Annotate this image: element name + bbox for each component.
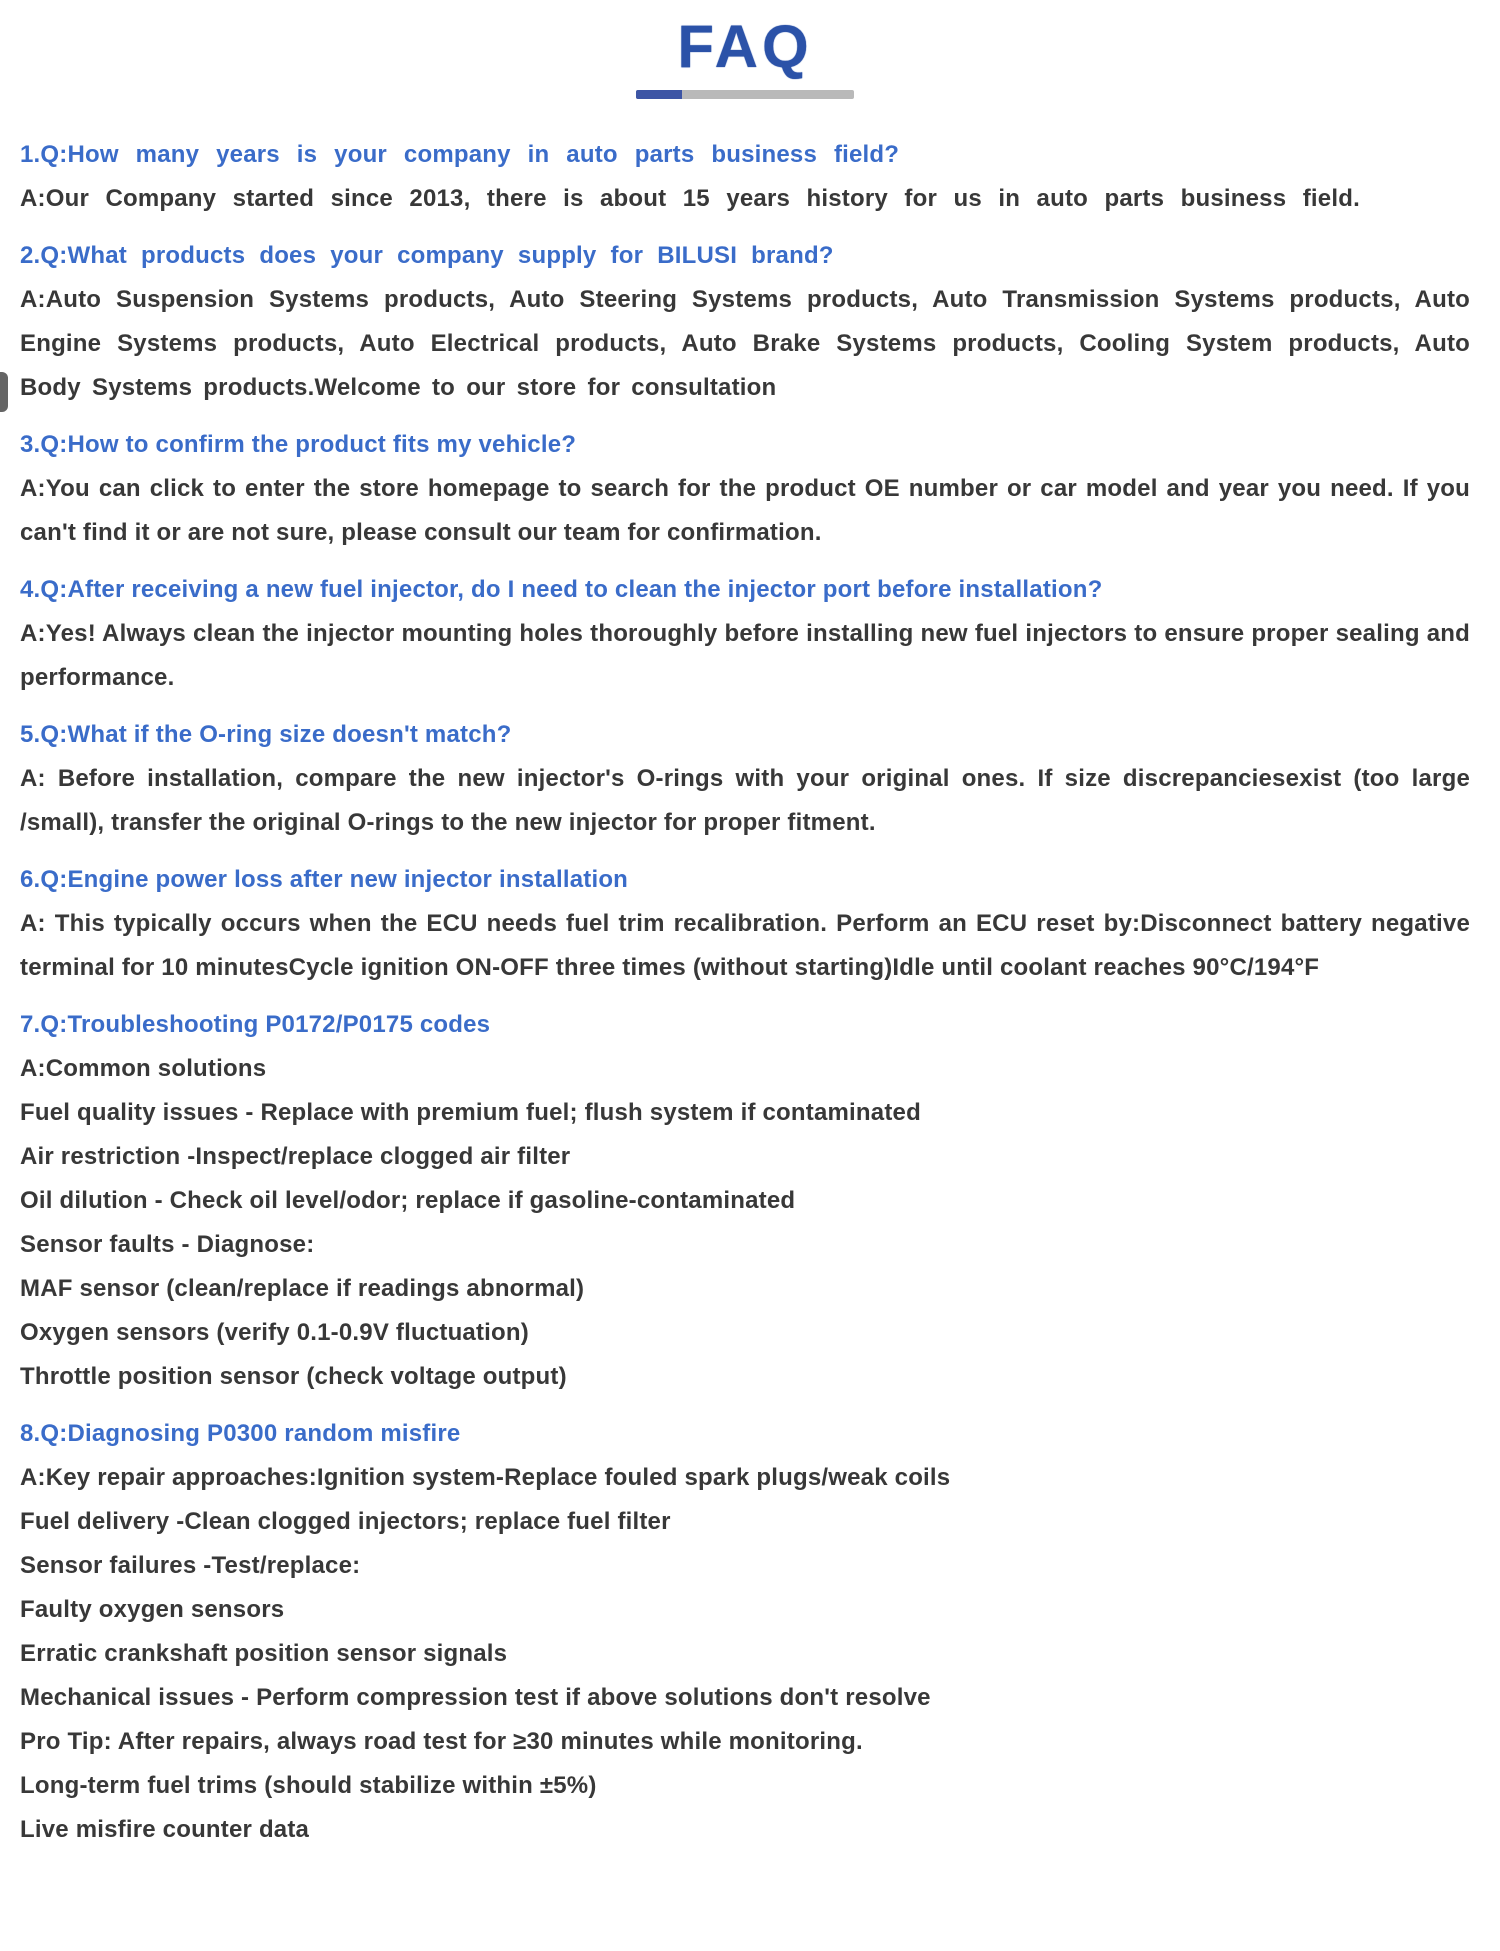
answer-paragraph: Fuel quality issues - Replace with premium fuel; flush system if contaminated	[20, 1099, 921, 1126]
answer-paragraph: Pro Tip: After repairs, always road test for ≥30 minutes while monitoring.	[20, 1728, 863, 1755]
faq-question: 4.Q:After receiving a new fuel injector, do I need to clean the injector port before installation?	[20, 576, 1103, 603]
answer-paragraph: Oil dilution - Check oil level/odor; replace if gasoline-contaminated	[20, 1187, 796, 1214]
faq-item	[20, 133, 1470, 221]
faq-item	[20, 423, 1470, 555]
faq-item	[20, 1412, 1470, 1852]
title-divider	[636, 90, 854, 99]
answer-paragraph: Sensor faults - Diagnose:	[20, 1231, 315, 1258]
faq-question: 5.Q:What if the O-ring size doesn't match?	[20, 721, 512, 748]
faq-list	[20, 133, 1470, 1852]
faq-answer	[20, 278, 1470, 410]
faq-question: 1.Q:How many years is your company in auto parts business field?	[20, 141, 900, 168]
faq-item	[20, 234, 1470, 410]
answer-paragraph: Oxygen sensors (verify 0.1-0.9V fluctuation)	[20, 1319, 529, 1346]
answer-paragraph: Faulty oxygen sensors	[20, 1596, 285, 1623]
page-header	[20, 14, 1470, 99]
answer-paragraph: Air restriction -Inspect/replace clogged air filter	[20, 1143, 571, 1170]
faq-question: 6.Q:Engine power loss after new injector installation	[20, 866, 629, 893]
answer-paragraph: A: This typically occurs when the ECU needs fuel trim recalibration. Perform an ECU reset by:Disconnect battery negative terminal for 10 minutesCycle ignition ON-OFF three times (without starting)Idle until coolant reaches 90°C/194°F	[20, 910, 1470, 981]
answer-paragraph: A:Key repair approaches:Ignition system-Replace fouled spark plugs/weak coils	[20, 1464, 951, 1491]
answer-paragraph: Live misfire counter data	[20, 1816, 310, 1843]
answer-paragraph: A: Before installation, compare the new injector's O-rings with your original ones. If size discrepanciesexist (too large /small), transfer the original O-rings to the new injector for proper fitment.	[20, 765, 1470, 836]
answer-paragraph: A:Auto Suspension Systems products, Auto Steering Systems products, Auto Transmission Systems products, Auto Engine Systems products, Auto Electrical products, Auto Brake Systems products, Cooling System products, Auto Body Systems products.Welcome to our store for consultation	[20, 286, 1470, 401]
faq-item	[20, 858, 1470, 990]
faq-question: 7.Q:Troubleshooting P0172/P0175 codes	[20, 1011, 491, 1038]
faq-item	[20, 713, 1470, 845]
answer-paragraph: Throttle position sensor (check voltage output)	[20, 1363, 567, 1390]
answer-paragraph: MAF sensor (clean/replace if readings abnormal)	[20, 1275, 585, 1302]
faq-question: 3.Q:How to confirm the product fits my vehicle?	[20, 431, 577, 458]
answer-paragraph: A:Yes! Always clean the injector mounting holes thoroughly before installing new fuel injectors to ensure proper sealing and performance.	[20, 620, 1470, 691]
faq-answer	[20, 757, 1470, 845]
faq-answer	[20, 612, 1470, 700]
faq-answer	[20, 177, 1470, 221]
scan-artifact	[0, 372, 8, 412]
answer-paragraph: A:You can click to enter the store homepage to search for the product OE number or car model and year you need. If you can't find it or are not sure, please consult our team for confirmation.	[20, 475, 1470, 546]
faq-question: 8.Q:Diagnosing P0300 random misfire	[20, 1420, 461, 1447]
faq-answer	[20, 467, 1470, 555]
answer-paragraph: A:Our Company started since 2013, there is about 15 years history for us in auto parts business field.	[20, 185, 1360, 212]
faq-answer	[20, 902, 1470, 990]
page-title: FAQ	[677, 13, 813, 80]
answer-paragraph: Long-term fuel trims (should stabilize within ±5%)	[20, 1772, 597, 1799]
faq-question: 2.Q:What products does your company supply for BILUSI brand?	[20, 242, 834, 269]
faq-item	[20, 1003, 1470, 1399]
answer-paragraph: Mechanical issues - Perform compression test if above solutions don't resolve	[20, 1684, 931, 1711]
answer-paragraph: Erratic crankshaft position sensor signals	[20, 1640, 508, 1667]
answer-paragraph: A:Common solutions	[20, 1055, 267, 1082]
answer-paragraph: Fuel delivery -Clean clogged injectors; replace fuel filter	[20, 1508, 671, 1535]
answer-paragraph: Sensor failures -Test/replace:	[20, 1552, 361, 1579]
title-divider-accent	[636, 90, 682, 99]
faq-answer	[20, 1456, 1470, 1852]
faq-item	[20, 568, 1470, 700]
faq-answer	[20, 1047, 1470, 1399]
